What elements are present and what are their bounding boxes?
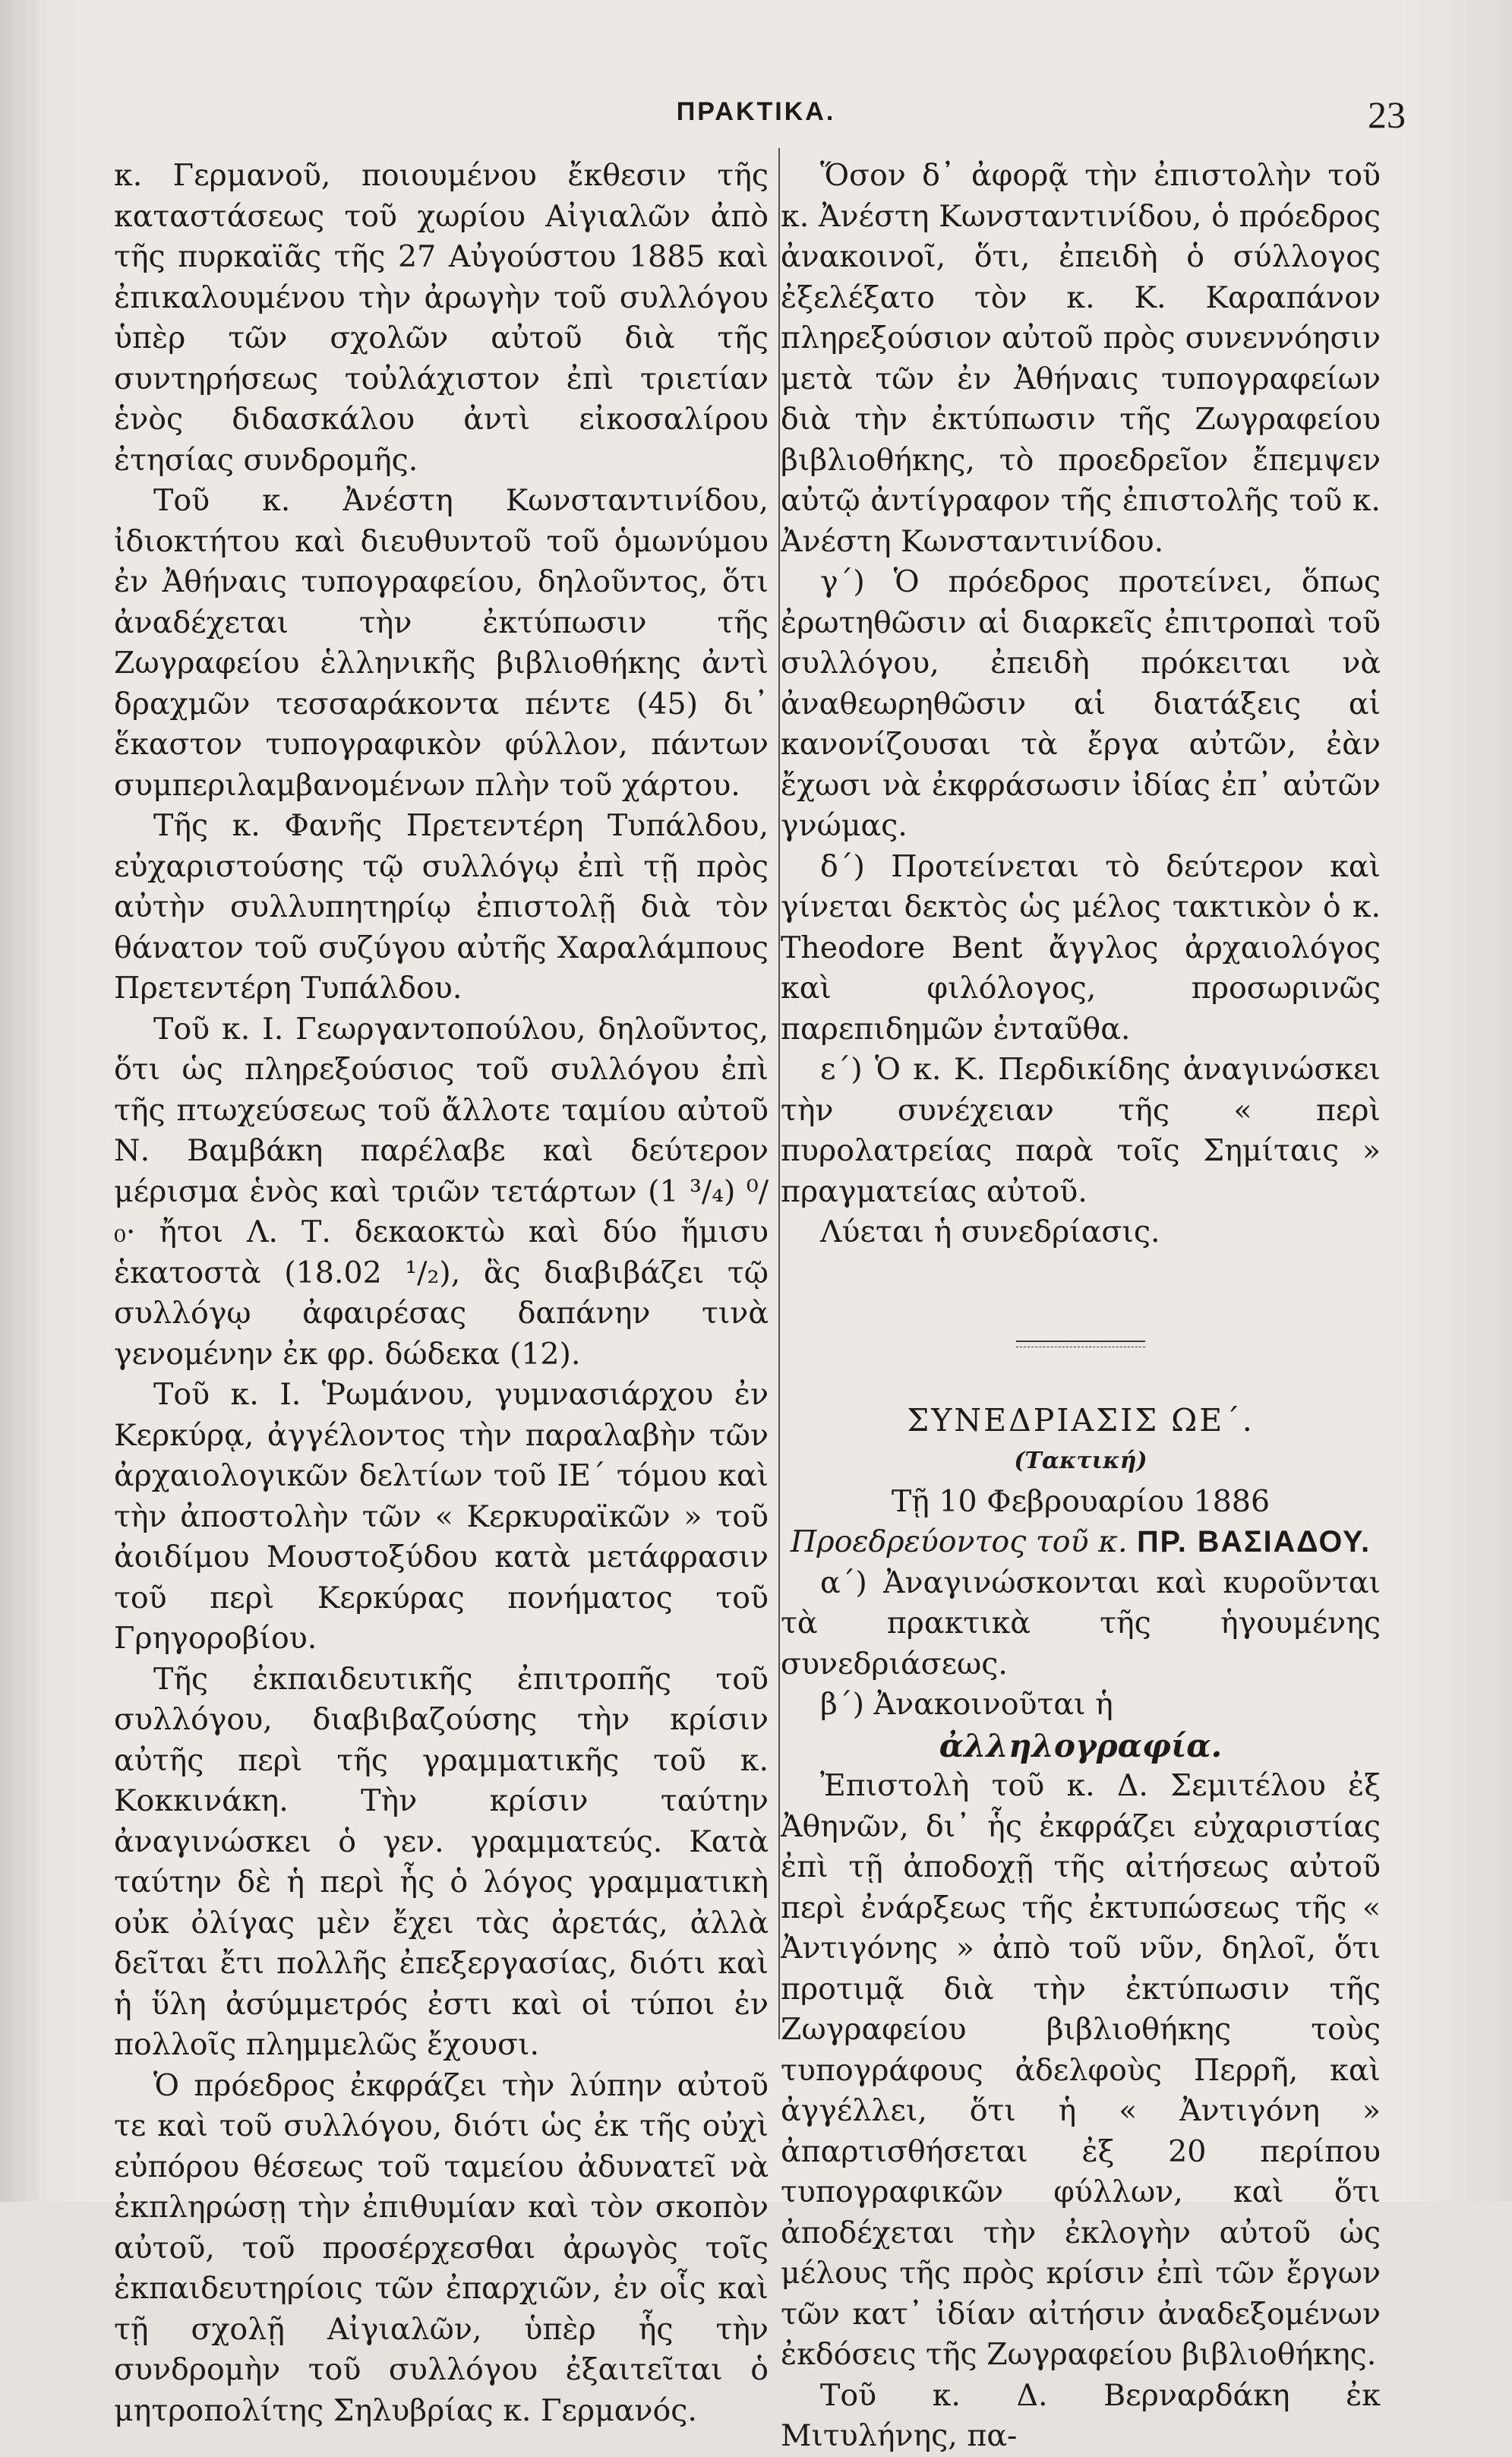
chair-prefix: Προεδρεύοντος τοῦ κ. (790, 1524, 1128, 1559)
chair-name: ΠΡ. ΒΑΣΙΑΔΟΥ. (1137, 1525, 1372, 1559)
paragraph: Τοῦ κ. Δ. Βερναρδάκη ἐκ Μιτυλήνης, πα- (781, 2377, 1381, 2453)
session-title: ΣΥΝΕΔΡΙΑΣΙΣ ΩΕ΄. (907, 1401, 1255, 1439)
paragraph: γ΄) Ὁ πρόεδρος προτείνει, ὅπως ἐρωτηθῶσιν αἱ διαρκεῖς ἐπιτροπαὶ τοῦ συλλόγου, ἐπειδὴ πρόκειται νὰ ἀναθεωρηθῶσιν αἱ διατάξεις αἱ κανονίζουσαι τὰ ἔργα αὐτῶν, ἐὰν ἔχωσι νὰ ἐκφράσωσιν ἰδίας ἐπ᾽ αὐτῶν γνώμας. (781, 564, 1381, 843)
paragraph: κ. Γερμανοῦ, ποιουμένου ἔκθεσιν τῆς καταστάσεως τοῦ χωρίου Αἰγιαλῶν ἀπὸ τῆς πυρκαϊᾶς τῆς 27 Αὐγούστου 1885 καὶ ἐπικαλουμένου τὴν ἀρωγὴν τοῦ συλλόγου ὑπὲρ τῶν σχολῶν αὐτοῦ διὰ τῆς συντηρήσεως τοὐλάχιστον ἐπὶ τριετίαν ἑνὸς διδασκάλου ἀντὶ εἰκοσαλίρου ἐτησίας συνδρομῆς. (114, 158, 769, 478)
session-date: Τῇ 10 Φεβρουαρίου 1886 (891, 1483, 1271, 1519)
agenda-item: β΄) Ἀνακοινοῦται ἡ (820, 1687, 1113, 1722)
correspondence-heading: ἀλληλογραφία. (939, 1726, 1223, 1764)
paragraph: δ΄) Προτείνεται τὸ δεύτερον καὶ γίνεται δεκτὸς ὡς μέλος τακτικὸν ὁ κ. Theodore Bent ἄγγλος ἀρχαιολόγος καὶ φιλόλογος, προσωρινῶς παρεπιδημῶν ἐνταῦθα. (781, 848, 1381, 1047)
left-column (114, 156, 769, 2431)
paragraph: Τοῦ κ. Ἀνέστη Κωνσταντινίδου, ἰδιοκτήτου καὶ διευθυντοῦ τοῦ ὁμωνύμου ἐν Ἀθήναις τυπογραφείου, δηλοῦντος, ὅτι ἀναδέχεται τὴν ἐκτύπωσιν τῆς Ζωγραφείου ἑλληνικῆς βιβλιοθήκης ἀντὶ δραχμῶν τεσσαράκοντα πέντε (45) δι᾽ ἕκαστον τυπογραφικὸν φύλλον, πάντων συμπεριλαμβανομένων πλὴν τοῦ χάρτου. (114, 483, 769, 803)
closing-line: Λύεται ἡ συνεδρίασις. (820, 1214, 1160, 1249)
decorative-rule (1016, 1341, 1145, 1347)
paragraph: ε΄) Ὁ κ. Κ. Περδικίδης ἀναγινώσκει τὴν συνέχειαν τῆς « περὶ πυρολατρείας παρὰ τοῖς Σημίταις » πραγματείας αὐτοῦ. (781, 1052, 1381, 1209)
paragraph: Ὁ πρόεδρος ἐκφράζει τὴν λύπην αὐτοῦ τε καὶ τοῦ συλλόγου, διότι ὡς ἐκ τῆς οὐχὶ εὐπόρου θέσεως τοῦ ταμείου ἀδυνατεῖ νὰ ἐκπληρώσῃ τὴν ἐπιθυμίαν καὶ τὸν σκοπὸν αὐτοῦ, τοῦ προσέρχεσθαι ἀρωγὸς τοῖς ἐκπαιδευτηρίοις τῶν ἐπαρχιῶν, ἐν οἷς καὶ τῇ σχολῇ Αἰγιαλῶν, ὑπὲρ ἧς τὴν συνδρομὴν τοῦ συλλόγου ἐξαιτεῖται ὁ μητροπολίτης Σηλυβρίας κ. Γερμανός. (114, 2067, 769, 2428)
agenda-item: α΄) Ἀναγινώσκονται καὶ κυροῦνται τὰ πρακτικὰ τῆς ἡγουμένης συνεδριάσεως. (781, 1565, 1381, 1682)
right-column (781, 156, 1381, 2457)
session-type: (Τακτική) (1014, 1448, 1147, 1474)
column-divider (778, 148, 780, 2039)
paragraph: Τοῦ κ. Ι. Ῥωμάνου, γυμνασιάρχου ἐν Κερκύρᾳ, ἀγγέλοντος τὴν παραλαβὴν τῶν ἀρχαιολογικῶν δελτίων τοῦ ΙΕ΄ τόμου καὶ τὴν ἀποστολὴν τῶν « Κερκυραϊκῶν » τοῦ ἀοιδίμου Μουστοξύδου κατὰ μετάφρασιν τοῦ περὶ Κερκύρας πονήματος τοῦ Γρηγοροβίου. (114, 1377, 769, 1656)
paragraph: Τῆς κ. Φανῆς Πρετεντέρη Τυπάλδου, εὐχαριστούσης τῷ συλλόγῳ ἐπὶ τῇ πρὸς αὐτὴν συλλυπητηρίῳ ἐπιστολῇ διὰ τὸν θάνατον τοῦ συζύγου αὐτῆς Χαραλάμπους Πρετεντέρη Τυπάλδου. (114, 808, 769, 1006)
running-header: ΠΡΑΚΤΙΚΑ. (676, 97, 836, 126)
page-number: 23 (1368, 93, 1406, 136)
paragraph: Ὅσον δ᾽ ἀφορᾷ τὴν ἐπιστολὴν τοῦ κ. Ἀνέστη Κωνσταντινίδου, ὁ πρόεδρος ἀνακοινοῖ, ὅτι, ἐπειδὴ ὁ σύλλογος ἐξελέξατο τὸν κ. Κ. Καραπάνον πληρεξούσιον αὐτοῦ πρὸς συνεννόησιν μετὰ τῶν ἐν Ἀθήναις τυπογραφείων διὰ τὴν ἐκτύπωσιν τῆς Ζωγραφείου βιβλιοθήκης, τὸ προεδρεῖον ἔπεμψεν αὐτῷ ἀντίγραφον τῆς ἐπιστολῆς τοῦ κ. Ἀνέστη Κωνσταντινίδου. (781, 158, 1381, 559)
paragraph: Τοῦ κ. Ι. Γεωργαντοπούλου, δηλοῦντος, ὅτι ὡς πληρεξούσιος τοῦ συλλόγου ἐπὶ τῆς πτωχεύσεως τοῦ ἄλλοτε ταμίου αὐτοῦ Ν. Βαμβάκη παρέλαβε καὶ δεύτερον μέρισμα ἑνὸς καὶ τριῶν τετάρτων (1 ³/₄) ⁰/₀· ἤτοι Λ. Τ. δεκαοκτὼ καὶ δύο ἥμισυ ἑκατοστὰ (18.02 ¹/₂), ἃς διαβιβάζει τῷ συλλόγῳ ἀφαιρέσας δαπάνην τινὰ γενομένην ἐκ φρ. δώδεκα (12). (114, 1011, 769, 1372)
session-chair (781, 1522, 1381, 1563)
paragraph: Ἐπιστολὴ τοῦ κ. Δ. Σεμιτέλου ἐξ Ἀθηνῶν, δι᾽ ἧς ἐκφράζει εὐχαριστίας ἐπὶ τῇ ἀποδοχῇ τῆς αἰτήσεως αὐτοῦ περὶ ἐνάρξεως τῆς ἐκτυπώσεως τῆς « Ἀντιγόνης » ἀπὸ τοῦ νῦν, δηλοῖ, ὅτι προτιμᾷ διὰ τὴν ἐκτύπωσιν τῆς Ζωγραφείου βιβλιοθήκης τοὺς τυπογράφους ἀδελφοὺς Περρῆ, καὶ ἀγγέλλει, ὅτι ἡ « Ἀντιγόνη » ἀπαρτισθήσεται ἐξ 20 περίπου τυπογραφικῶν φύλλων, καὶ ὅτι ἀποδέχεται τὴν ἐκλογὴν αὐτοῦ ὡς μέλους τῆς πρὸς κρίσιν ἐπὶ τῶν ἔργων τῶν κατ᾽ ἰδίαν αἰτήσιν ἀναδεξομένων ἐκδόσεις τῆς Ζωγραφείου βιβλιοθήκης. (781, 1768, 1381, 2372)
paragraph: Τῆς ἐκπαιδευτικῆς ἐπιτροπῆς τοῦ συλλόγου, διαβιβαζούσης τὴν κρίσιν αὐτῆς περὶ τῆς γραμματικῆς τοῦ κ. Κοκκινάκη. Τὴν κρίσιν ταύτην ἀναγινώσκει ὁ γεν. γραμματεύς. Κατὰ ταύτην δὲ ἡ περὶ ἧς ὁ λόγος γραμματικὴ οὐκ ὀλίγας μὲν ἔχει τὰς ἀρετάς, ἀλλὰ δεῖται ἔτι πολλῆς ἐπεξεργασίας, διότι καὶ ἡ ὕλη ἀσύμμετρός ἐστι καὶ οἱ τύποι ἐν πολλοῖς πλημμελῶς ἔχουσι. (114, 1661, 769, 2062)
